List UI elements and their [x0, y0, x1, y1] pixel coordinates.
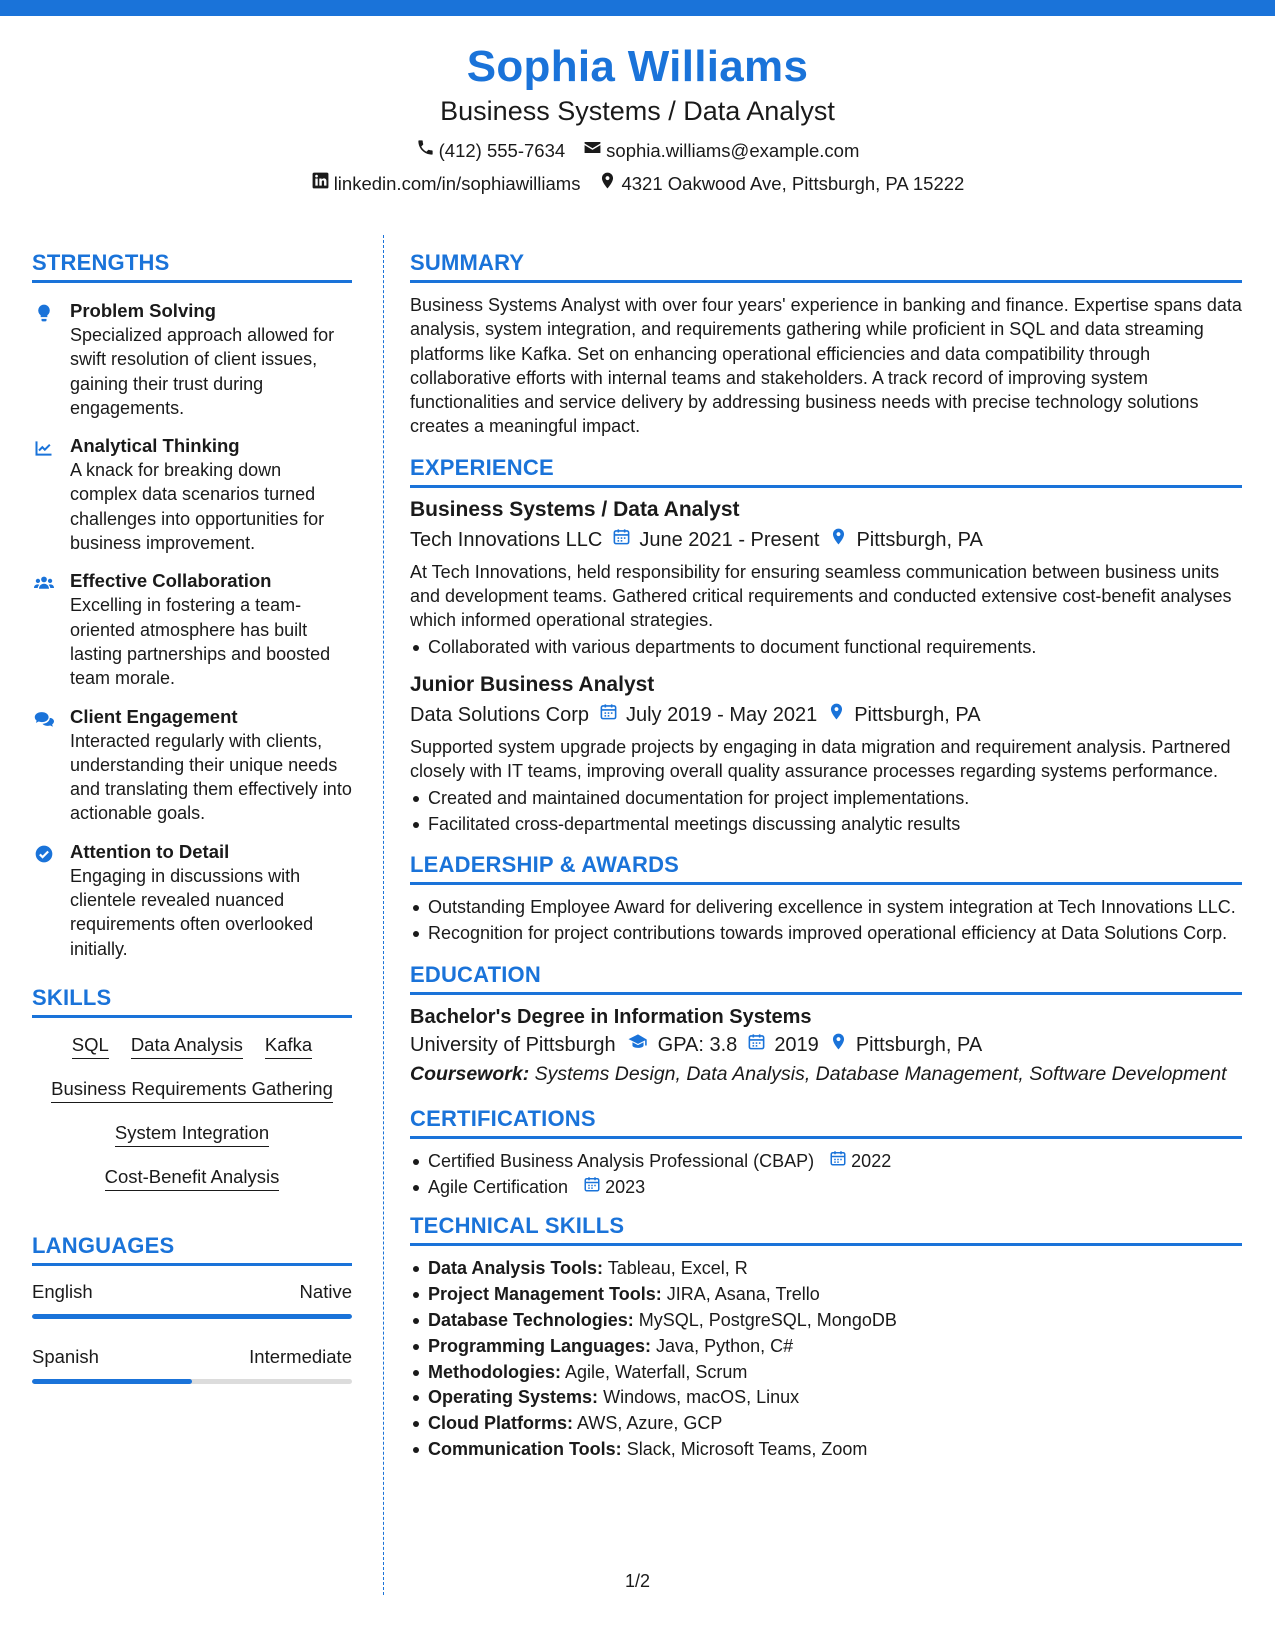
awards-list [410, 895, 1242, 946]
comments-icon [32, 705, 56, 826]
job-dates-text: June 2021 - Present [639, 528, 820, 551]
technical-skill-label: Methodologies: [428, 1361, 561, 1382]
strength-title: Client Engagement [70, 705, 238, 727]
experience-title: EXPERIENCE [410, 455, 1242, 488]
education-meta [410, 1031, 1242, 1059]
candidate-name: Sophia Williams [466, 42, 809, 91]
technical-skill-value: JIRA, Asana, Trello [666, 1284, 820, 1305]
language-level: Intermediate [249, 1345, 352, 1367]
education-gpa [626, 1031, 738, 1059]
job-dates-text: July 2019 - May 2021 [625, 703, 818, 726]
contact-row-2 [0, 171, 1275, 196]
technical-skill-item [410, 1411, 1242, 1435]
technical-skill-value: Slack, Microsoft Teams, Zoom [626, 1438, 868, 1459]
technical-skill-label: Communication Tools: [428, 1438, 622, 1459]
job-meta [410, 526, 1242, 554]
strengths-title: STRENGTHS [32, 250, 352, 283]
candidate-role: Business Systems / Data Analyst [440, 96, 835, 126]
certification-item [410, 1149, 1242, 1173]
skills-line [32, 1120, 352, 1147]
certification-item [410, 1175, 1242, 1199]
strength-item [32, 569, 352, 690]
technical-skill-value: Tableau, Excel, R [607, 1258, 748, 1279]
technical-skill-item [410, 1282, 1242, 1306]
strength-desc: A knack for breaking down complex data scenarios turned challenges into opportunities for business improvement. [70, 460, 325, 554]
summary-text: Business Systems Analyst with over four years' experience in banking and finance. Expertise spans data analysis, system integration, and requirements gathering while proficient in SQL and data streaming platforms like Kafka. Set on enhancing operational efficiencies and data compatibility through collaborative efforts with internal teams and stakeholders. A track record of improving system functionalities and service delivery by addressing business needs with precise technology solutions creates a meaningful impact. [410, 295, 1242, 437]
job-bullet: Created and maintained documentation for project implementations. [410, 786, 1242, 810]
email-text: sophia.williams@example.com [606, 139, 860, 161]
users-icon [32, 569, 56, 690]
skills-line [32, 1076, 352, 1103]
calendar-icon [612, 526, 631, 554]
skill-tag: Business Requirements Gathering [51, 1076, 333, 1103]
technical-skill-label: Operating Systems: [428, 1387, 599, 1408]
skills-list [32, 1032, 352, 1191]
calendar-icon [599, 701, 618, 729]
check-circle-icon [32, 840, 56, 961]
year-text: 2019 [774, 1033, 819, 1056]
job-desc: At Tech Innovations, held responsibility for ensuring seamless communication between business units and development teams. Gathered critical requirements and conducted extensive cost-benefit analyses which informed operational strategies. [410, 561, 1232, 631]
technical-skill-label: Database Technologies: [428, 1309, 634, 1330]
coursework-text: Systems Design, Data Analysis, Database Management, Software Development [534, 1062, 1227, 1085]
calendar-icon [829, 1149, 847, 1173]
language-level-bar [32, 1379, 352, 1384]
language-level-fill [32, 1379, 192, 1384]
calendar-icon [583, 1175, 601, 1199]
strength-desc: Specialized approach allowed for swift resolution of client issues, gaining their trust during engagements. [70, 325, 335, 418]
technical-skill-value: AWS, Azure, GCP [577, 1413, 723, 1434]
left-column [32, 250, 352, 1384]
job-title: Junior Business Analyst [410, 672, 655, 696]
technical-skill-value: MySQL, PostgreSQL, MongoDB [638, 1309, 897, 1330]
language-name: Spanish [32, 1345, 99, 1367]
resume-header [0, 40, 1275, 196]
award-item: Recognition for project contributions towards improved operational efficiency at Data Solutions Corp. [410, 921, 1242, 945]
skill-tag: Kafka [265, 1032, 312, 1059]
coursework [410, 1062, 1242, 1086]
job-meta [410, 701, 1242, 729]
phone-contact[interactable] [416, 138, 566, 163]
skill-tag: Cost-Benefit Analysis [105, 1164, 280, 1191]
skill-tag: SQL [72, 1032, 109, 1059]
strength-desc: Excelling in fostering a team-oriented atmosphere has built lasting partnerships and boosted team morale. [70, 595, 331, 689]
technical-skill-label: Cloud Platforms: [428, 1413, 574, 1434]
language-level-bar [32, 1314, 352, 1319]
technical-skill-value: Agile, Waterfall, Scrum [565, 1361, 748, 1382]
phone-text: (412) 555-7634 [438, 139, 566, 161]
phone-icon [416, 138, 435, 163]
certification-date [829, 1149, 891, 1173]
location-text: Pittsburgh, PA [855, 1033, 983, 1056]
technical-skill-label: Programming Languages: [428, 1335, 652, 1356]
certification-year: 2023 [605, 1177, 646, 1198]
job-title: Business Systems / Data Analyst [410, 497, 740, 521]
education-location [829, 1031, 982, 1059]
job-location-text: Pittsburgh, PA [854, 703, 981, 726]
linkedin-contact[interactable] [311, 171, 581, 196]
map-marker-icon [829, 1031, 848, 1059]
skills-title: SKILLS [32, 985, 352, 1018]
coursework-label: Coursework: [410, 1062, 530, 1085]
certification-name: Agile Certification [428, 1177, 569, 1198]
technical-skill-item [410, 1360, 1242, 1384]
certification-date [583, 1175, 645, 1199]
job-location [829, 526, 982, 554]
strength-item [32, 299, 352, 420]
technical-skill-item [410, 1385, 1242, 1409]
award-item: Outstanding Employee Award for delivering excellence in system integration at Tech Innovations LLC. [410, 895, 1242, 919]
technical-skill-label: Data Analysis Tools: [428, 1258, 604, 1279]
strength-title: Attention to Detail [70, 840, 230, 862]
language-item [32, 1345, 352, 1384]
job-bullet: Facilitated cross-departmental meetings discussing analytic results [410, 812, 1242, 836]
job-bullets [410, 786, 1242, 837]
graduation-cap-icon [626, 1031, 650, 1059]
certifications-list [410, 1149, 1242, 1200]
job-location [827, 701, 980, 729]
job-bullet: Collaborated with various departments to document functional requirements. [410, 635, 1242, 659]
gpa-text: GPA: 3.8 [657, 1033, 738, 1056]
technical-skills-list [410, 1256, 1242, 1461]
envelope-icon [583, 138, 602, 163]
technical-skill-item [410, 1256, 1242, 1280]
linkedin-text: linkedin.com/in/sophiawilliams [333, 172, 581, 194]
map-marker-icon [829, 526, 848, 554]
awards-title: LEADERSHIP & AWARDS [410, 852, 1242, 885]
calendar-icon [747, 1031, 766, 1059]
strength-desc: Engaging in discussions with clientele revealed nuanced requirements often overlooked initially. [70, 865, 314, 959]
address-text: 4321 Oakwood Ave, Pittsburgh, PA 15222 [621, 172, 965, 194]
certification-year: 2022 [851, 1150, 892, 1171]
lightbulb-icon [32, 299, 56, 420]
job-entry [410, 496, 1242, 659]
address-contact [598, 171, 964, 196]
strength-item [32, 840, 352, 961]
language-name: English [32, 1280, 93, 1302]
right-column [410, 250, 1242, 1463]
map-marker-icon [827, 701, 846, 729]
company-name: Data Solutions Corp [410, 703, 589, 726]
education-year [747, 1031, 819, 1059]
job-desc: Supported system upgrade projects by engaging in data migration and requirement analysis. Partnered closely with IT teams, improving overall quality assurance processes regarding systems performance. [410, 736, 1231, 782]
language-item [32, 1280, 352, 1319]
contact-row-1 [0, 138, 1275, 163]
strength-title: Analytical Thinking [70, 435, 240, 457]
certification-name: Certified Business Analysis Professional (CBAP) [428, 1150, 815, 1171]
education-title: EDUCATION [410, 962, 1242, 995]
certifications-title: CERTIFICATIONS [410, 1106, 1242, 1139]
technical-skill-item [410, 1334, 1242, 1358]
job-location-text: Pittsburgh, PA [856, 528, 983, 551]
email-contact[interactable] [583, 138, 859, 163]
page-number: 1/2 [624, 1571, 651, 1591]
language-level: Native [299, 1280, 352, 1302]
job-dates [599, 701, 817, 729]
top-accent-bar [0, 0, 1275, 16]
map-marker-icon [598, 171, 617, 196]
linkedin-icon [311, 171, 330, 196]
company-name: Tech Innovations LLC [410, 528, 603, 551]
strengths-list [32, 299, 352, 961]
degree-title: Bachelor's Degree in Information Systems [410, 1005, 812, 1028]
technical-skill-item [410, 1308, 1242, 1332]
job-entry [410, 671, 1242, 836]
school-name: University of Pittsburgh [410, 1033, 616, 1056]
strength-desc: Interacted regularly with clients, understanding their unique needs and translating them effectively into actionable goals. [70, 730, 352, 824]
languages-title: LANGUAGES [32, 1233, 352, 1266]
technical-skills-title: TECHNICAL SKILLS [410, 1213, 1242, 1246]
language-level-fill [32, 1314, 352, 1319]
technical-skill-value: Java, Python, C# [656, 1335, 794, 1356]
technical-skill-item [410, 1437, 1242, 1461]
column-divider [383, 235, 384, 1595]
education-entry [410, 1003, 1242, 1086]
skill-tag: System Integration [115, 1120, 269, 1147]
chart-line-icon [32, 434, 56, 555]
strength-title: Effective Collaboration [70, 570, 272, 592]
job-bullets [410, 635, 1242, 659]
strength-item [32, 705, 352, 826]
skill-tag: Data Analysis [131, 1032, 243, 1059]
skills-line [32, 1032, 352, 1059]
technical-skill-label: Project Management Tools: [428, 1284, 662, 1305]
job-dates [612, 526, 819, 554]
technical-skill-value: Windows, macOS, Linux [603, 1387, 800, 1408]
strength-item [32, 434, 352, 555]
skills-line [32, 1164, 352, 1191]
strength-title: Problem Solving [70, 300, 216, 321]
summary-title: SUMMARY [410, 250, 1242, 283]
